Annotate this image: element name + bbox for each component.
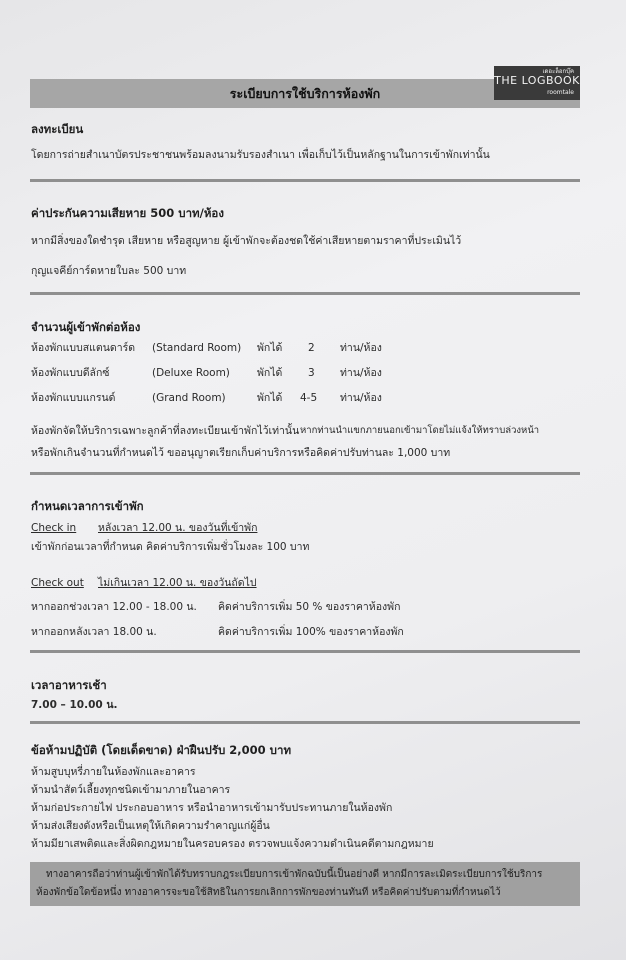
footer-line-2: ห้องพักข้อใดข้อหนึ่ง ทางอาคารจะขอใช้สิทธิในการยกเลิกการพักของท่านทันที หรือคิดค่าปรับตามที่กำหนดไว้ bbox=[36, 887, 501, 898]
room-type-eng: (Grand Room) bbox=[152, 392, 226, 404]
checkout-label: Check out bbox=[31, 577, 84, 589]
footer-line-1: ทางอาคารถือว่าท่านผู้เข้าพักได้รับทราบกฎระเบียบการเข้าพักฉบับนี้เป็นอย่างดี หากมีการละเมิดระเบียบการใช้บริการ bbox=[46, 869, 543, 880]
rule-item: ห้ามมียาเสพติดและสิ่งผิดกฎหมายในครอบครอง ตรวจพบแจ้งความดำเนินคดีตามกฎหมาย bbox=[31, 838, 434, 850]
deposit-line-1: หากมีสิ่งของใดชำรุด เสียหาย หรือสูญหาย ผู้เข้าพักจะต้องชดใช้ค่าเสียหายตามราคาที่ประเมินไว้ bbox=[31, 235, 462, 247]
room-unit: ท่าน/ห้อง bbox=[340, 367, 382, 379]
guests-note-1a: ห้องพักจัดให้บริการเฉพาะลูกค้าที่ลงทะเบียนเข้าพักไว้เท่านั้น bbox=[31, 425, 300, 437]
divider bbox=[30, 650, 580, 653]
room-type-thai: ห้องพักแบบดีลักซ์ bbox=[31, 367, 110, 379]
room-stay: พักได้ bbox=[257, 367, 283, 379]
late-checkout-2-label: หากออกหลังเวลา 18.00 น. bbox=[31, 626, 157, 638]
rules-heading: ข้อห้ามปฏิบัติ (โดยเด็ดขาด) ฝ่าฝืนปรับ 2,000 บาท bbox=[31, 743, 292, 757]
room-type-eng: (Standard Room) bbox=[152, 342, 242, 354]
room-capacity: 2 bbox=[308, 342, 315, 354]
deposit-heading: ค่าประกันความเสียหาย 500 บาท/ห้อง bbox=[31, 206, 224, 220]
late-checkout-1-label: หากออกช่วงเวลา 12.00 - 18.00 น. bbox=[31, 601, 197, 613]
divider bbox=[30, 721, 580, 724]
room-type-thai: ห้องพักแบบแกรนด์ bbox=[31, 392, 116, 404]
rule-item: ห้ามส่งเสียงดังหรือเป็นเหตุให้เกิดความรำคาญแก่ผู้อื่น bbox=[31, 820, 270, 832]
schedule-heading: กำหนดเวลาการเข้าพัก bbox=[31, 499, 144, 513]
divider bbox=[30, 292, 580, 295]
guests-note-2: หรือพักเกินจำนวนที่กำหนดไว้ ขออนุญาตเรียกเก็บค่าบริการหรือคิดค่าปรับท่านละ 1,000 บาท bbox=[31, 447, 451, 459]
late-checkout-1-fee: คิดค่าบริการเพิ่ม 50 % ของราคาห้องพัก bbox=[218, 601, 401, 613]
room-unit: ท่าน/ห้อง bbox=[340, 342, 382, 354]
room-type-thai: ห้องพักแบบสแตนดาร์ด bbox=[31, 342, 136, 354]
logbook-logo: เดอะล็อกบุ๊ค THE LOGBOOK roomtale bbox=[494, 66, 580, 100]
guests-note-1b: หากท่านนำแขกภายนอกเข้ามาโดยไม่แจ้งให้ทราบล่วงหน้า bbox=[300, 425, 540, 436]
late-checkout-2-fee: คิดค่าบริการเพิ่ม 100% ของราคาห้องพัก bbox=[218, 626, 404, 638]
rule-item: ห้ามนำสัตว์เลี้ยงทุกชนิดเข้ามาภายในอาคาร bbox=[31, 784, 231, 796]
breakfast-heading: เวลาอาหารเช้า bbox=[31, 678, 107, 692]
breakfast-time: 7.00 – 10.00 น. bbox=[31, 699, 118, 711]
room-stay: พักได้ bbox=[257, 392, 283, 404]
checkin-text: หลังเวลา 12.00 น. ของวันที่เข้าพัก bbox=[98, 522, 258, 534]
divider bbox=[30, 472, 580, 475]
register-text: โดยการถ่ายสำเนาบัตรประชาชนพร้อมลงนามรับรองสำเนา เพื่อเก็บไว้เป็นหลักฐานในการเข้าพักเท่านั้น bbox=[31, 149, 490, 161]
guests-heading: จำนวนผู้เข้าพักต่อห้อง bbox=[31, 320, 141, 334]
deposit-line-2: กุญแจคีย์การ์ดหายใบละ 500 บาท bbox=[31, 265, 187, 277]
room-stay: พักได้ bbox=[257, 342, 283, 354]
page-title: ระเบียบการใช้บริการห้องพัก bbox=[229, 86, 381, 101]
room-unit: ท่าน/ห้อง bbox=[340, 392, 382, 404]
footer-notice bbox=[30, 862, 580, 906]
rule-item: ห้ามก่อประกายไฟ ประกอบอาหาร หรือนำอาหารเข้ามารับประทานภายในห้องพัก bbox=[31, 802, 393, 814]
early-checkin-text: เข้าพักก่อนเวลาที่กำหนด คิดค่าบริการเพิ่มชั่วโมงละ 100 บาท bbox=[31, 541, 310, 553]
divider bbox=[30, 179, 580, 182]
register-heading: ลงทะเบียน bbox=[31, 122, 84, 136]
room-type-eng: (Deluxe Room) bbox=[152, 367, 230, 379]
checkout-text: ไม่เกินเวลา 12.00 น. ของวันถัดไป bbox=[98, 577, 257, 589]
checkin-label: Check in bbox=[31, 522, 77, 534]
room-capacity: 4-5 bbox=[300, 392, 318, 404]
room-capacity: 3 bbox=[308, 367, 315, 379]
rule-item: ห้ามสูบบุหรี่ภายในห้องพักและอาคาร bbox=[31, 766, 196, 778]
